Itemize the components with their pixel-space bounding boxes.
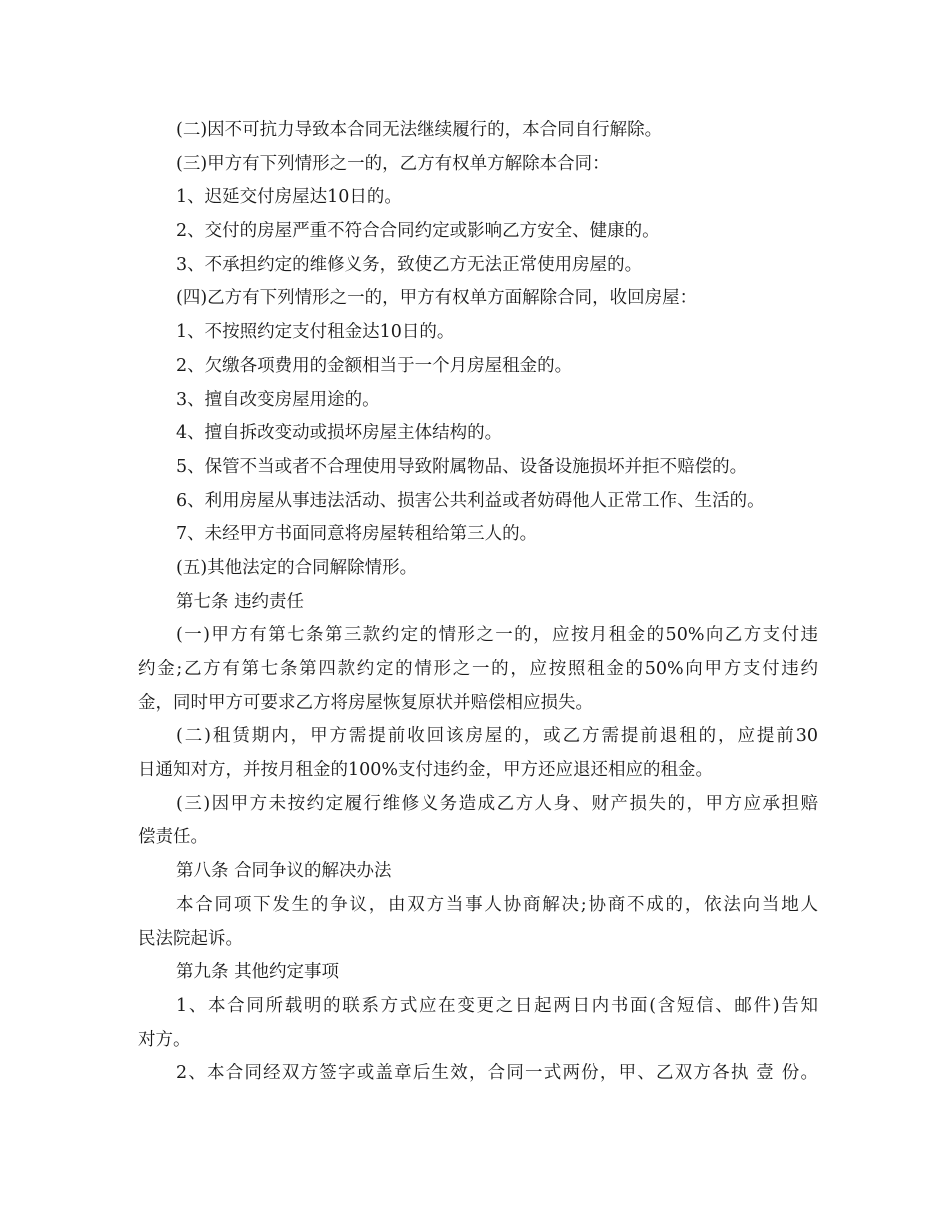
text-line: 1、迟延交付房屋达10日的。 [176,187,402,208]
text-line: (三)因甲方未按约定履行维修义务造成乙方人身、财产损失的，甲方应承担赔 [176,793,818,814]
text-line: 2、交付的房屋严重不符合合同约定或影响乙方安全、健康的。 [176,221,660,242]
text-line: 民法院起诉。 [138,928,243,949]
text-line: 第八条 合同争议的解决办法 [176,861,392,882]
document-body [138,114,818,1091]
text-line: 6、利用房屋从事违法活动、损害公共利益或者妨碍他人正常工作、生活的。 [176,490,765,511]
text-line: 1、本合同所载明的联系方式应在变更之日起两日内书面(含短信、邮件)告知 [176,995,818,1016]
text-line: 第七条 违约责任 [176,591,305,612]
text-line: (一)甲方有第七条第三款约定的情形之一的，应按月租金的50%向乙方支付违 [176,625,818,646]
text-line: 金，同时甲方可要求乙方将房屋恢复原状并赔偿相应损失。 [138,692,593,713]
text-line: (四)乙方有下列情形之一的，甲方有权单方面解除合同，收回房屋： [176,288,698,309]
text-line: 第九条 其他约定事项 [176,962,340,983]
text-line: 3、擅自改变房屋用途的。 [176,389,380,410]
text-line: (二)租赁期内，甲方需提前收回该房屋的，或乙方需提前退租的，应提前30 [176,726,818,747]
text-line: (五)其他法定的合同解除情形。 [176,557,418,578]
text-line: 7、未经甲方书面同意将房屋转租给第三人的。 [176,524,538,545]
text-line: 偿责任。 [138,827,208,848]
text-line: (三)甲方有下列情形之一的，乙方有权单方解除本合同： [176,153,610,174]
text-line: 2、本合同经双方签字或盖章后生效，合同一式两份，甲、乙双方各执 壹 份。 [176,1063,818,1084]
text-line: (二)因不可抗力导致本合同无法继续履行的，本合同自行解除。 [176,120,663,140]
text-line: 日通知对方，并按月租金的100%支付违约金，甲方还应退还相应的租金。 [138,760,714,781]
text-line: 1、不按照约定支付租金达10日的。 [176,322,455,343]
text-line: 3、不承担约定的维修义务，致使乙方无法正常使用房屋的。 [176,254,643,275]
text-line: 5、保管不当或者不合理使用导致附属物品、设备设施损坏并拒不赔偿的。 [176,456,748,477]
text-line: 本合同项下发生的争议，由双方当事人协商解决;协商不成的，依法向当地人 [176,894,818,915]
text-line: 4、擅自拆改变动或损坏房屋主体结构的。 [176,423,503,444]
text-line: 2、欠缴各项费用的金额相当于一个月房屋租金的。 [176,355,573,376]
text-line: 约金;乙方有第七条第四款约定的情形之一的，应按照租金的50%向甲方支付违约 [138,659,818,679]
text-line: 对方。 [138,1029,191,1050]
